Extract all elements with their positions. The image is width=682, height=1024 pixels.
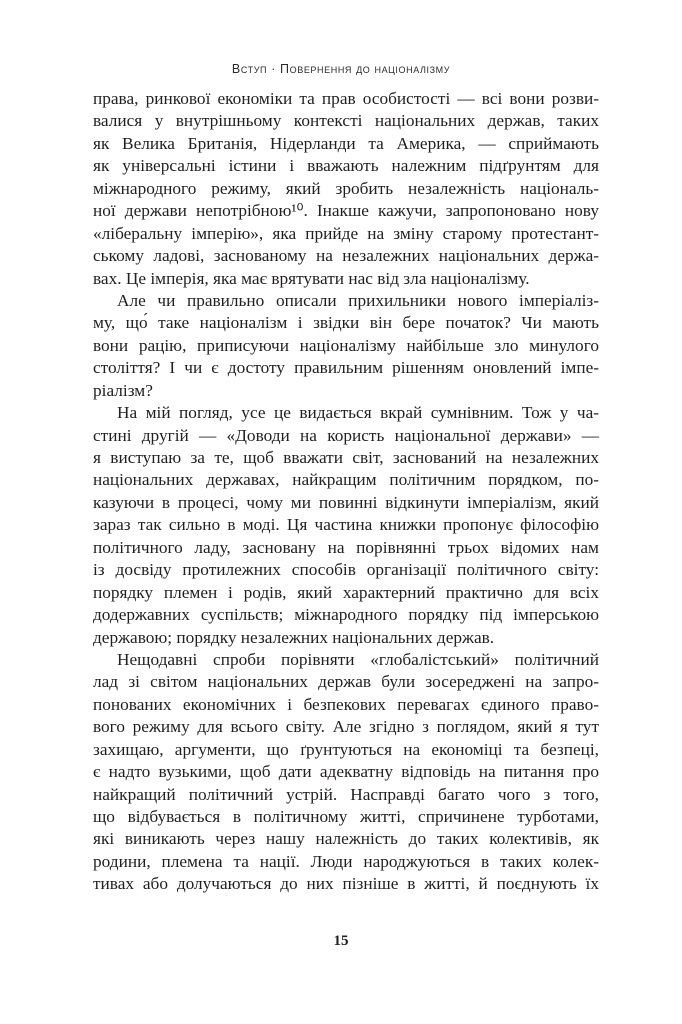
paragraph bbox=[93, 402, 599, 649]
text-line: міжнародного режиму, який зробить незалежність національ- bbox=[93, 178, 599, 198]
text-line: родини, племена та нації. Люди народжуються в таких колек- bbox=[93, 851, 599, 871]
text-line: що відбувається в політичному житті, спричинене турботами, bbox=[93, 807, 599, 826]
paragraph bbox=[93, 290, 599, 402]
text-line: Нещодавні спроби порівняти «глобалістський» політичний bbox=[117, 649, 599, 669]
page-number: 15 bbox=[333, 933, 349, 949]
text-line: права, ринкової економіки та прав особистості — всі вони розви- bbox=[93, 89, 599, 108]
text-line: є надто вузькими, щоб дати адекватну відповідь на питання про bbox=[93, 762, 599, 782]
text-line: політичного ладу, засновану на порівнянні трьох відомих нам bbox=[93, 537, 599, 557]
text-line: як універсальні істини і вважають належним підґрунтям для bbox=[93, 156, 599, 176]
text-line: вони рацію, приписуючи націоналізму найбільше зло минулого bbox=[93, 335, 599, 355]
text-line: із досвіду протилежних способів організації політичного світу: bbox=[93, 560, 599, 580]
text-line: На мій погляд, усе це видається вкрай сумнівним. Тож у ча- bbox=[117, 403, 599, 423]
text-line: ріалізм? bbox=[93, 380, 153, 400]
text-line: казуючи в процесі, чому ми повинні відкинути імперіалізм, який bbox=[93, 492, 599, 512]
running-head: Вступ · Повернення до націоналізму bbox=[231, 62, 451, 76]
text-line: ної держави непотрібною¹⁰. Інакше кажучи, запропоновано нову bbox=[93, 201, 599, 221]
text-line: як Велика Британія, Нідерланди та Америка, — сприймають bbox=[93, 133, 599, 153]
paragraph bbox=[93, 649, 599, 896]
text-line: ському ладові, заснованому на незалежних національних держа- bbox=[93, 246, 599, 266]
text-line: додержавних суспільств; міжнародного порядку під імперською bbox=[93, 605, 599, 625]
text-line: понованих економічних і безпекових перевагах єдиного право- bbox=[93, 694, 599, 714]
text-line: захищаю, аргументи, що ґрунтуються на економіці та безпеці, bbox=[93, 739, 599, 759]
text-line: «ліберальну імперію», яка прийде на зміну старому протестант- bbox=[93, 223, 599, 243]
text-line: вого режиму для всього світу. Але згідно з поглядом, який я тут bbox=[93, 717, 599, 737]
text-line: зараз так сильно в моді. Ця частина книжки пропонує філософію bbox=[93, 515, 599, 535]
text-line: найкращий політичний устрій. Насправді багато чого з того, bbox=[93, 784, 599, 804]
text-line: Але чи правильно описали прихильники нового імперіаліз- bbox=[117, 290, 599, 310]
text-line: століття? І чи є достоту правильним рішенням оновлений імпе- bbox=[93, 358, 599, 378]
text-line: му, що́ таке націоналізм і звідки він бере початок? Чи мають bbox=[93, 313, 599, 333]
text-line: валися у внутрішньому контексті національних держав, таких bbox=[93, 111, 599, 131]
text-line: які виникають через нашу належність до таких колективів, як bbox=[93, 829, 599, 849]
text-line: порядку племен і родів, який характерний практично для всіх bbox=[93, 582, 599, 602]
text-line: вах. Це імперія, яка має врятувати нас від зла націоналізму. bbox=[93, 268, 530, 288]
body-text bbox=[93, 88, 599, 896]
text-line: державою; порядку незалежних національних держав. bbox=[93, 627, 495, 647]
text-line: національних державах, найкращим політичним порядком, по- bbox=[93, 470, 599, 490]
text-line: тивах або долучаються до них пізніше в житті, й поєднують їх bbox=[93, 874, 599, 894]
paragraph bbox=[93, 88, 599, 290]
text-line: стині другій — «Доводи на користь національної держави» — bbox=[93, 425, 599, 445]
text-line: лад зі світом національних держав були зосереджені на запро- bbox=[93, 672, 599, 692]
text-line: я виступаю за те, щоб вважати світ, заснований на незалежних bbox=[93, 448, 599, 467]
